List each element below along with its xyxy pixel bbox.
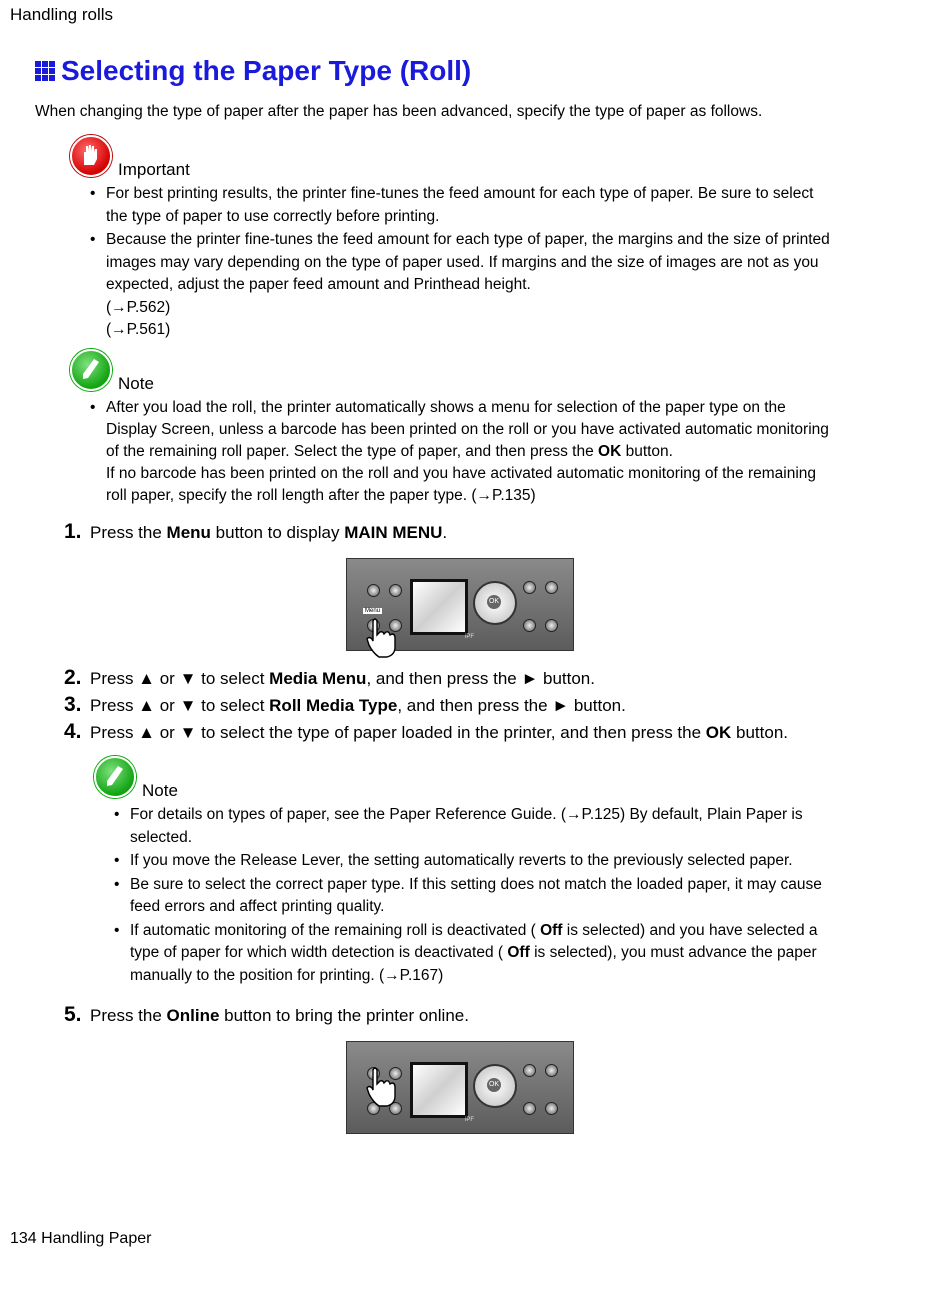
panel-button: [523, 619, 536, 632]
menu-label: Menu: [365, 608, 381, 614]
list-item-text: Because the printer fine-tunes the feed amount for each type of paper, the margins and the size of printed images may vary depending on the type of paper used. If margins and the size of images are not as you expected, adjust the paper feed amount and Printhead height.: [106, 231, 830, 293]
panel-button: [523, 1064, 536, 1077]
step-2: [64, 666, 595, 690]
panel-button: [523, 1102, 536, 1115]
pointing-hand-icon: [365, 617, 401, 659]
pointing-hand-icon: [365, 1066, 401, 1108]
arrow-dial: [473, 581, 517, 625]
step-number: 3.: [64, 693, 82, 716]
panel-button: [367, 584, 380, 597]
running-header: Handling rolls: [10, 5, 113, 24]
step-text: Press ▲ or ▼ to select the type of paper loaded in the printer, and then press the OK button.: [90, 723, 789, 742]
ok-button: OK: [487, 595, 501, 609]
power-button: [545, 1064, 558, 1077]
note-text: If no barcode has been printed on the roll and you have activated automatic monitoring of the remaining roll paper, specify the roll length after the paper type. (→P.135): [106, 465, 817, 504]
important-heading: [70, 135, 835, 177]
page-title-text: Selecting the Paper Type (Roll): [61, 55, 472, 86]
control-panel-image: [346, 558, 574, 651]
panel-button: [523, 581, 536, 594]
list-item: • If automatic monitoring of the remaining roll is deactivated ( Off is selected) and you have selected a type of paper for which width detection is deactivated ( Off is selected), you must advance the paper manually to the position for printing. (→P.167): [114, 920, 834, 988]
step-text: Press ▲ or ▼ to select Media Menu, and then press the ► button.: [90, 669, 595, 688]
page-footer: 134 Handling Paper: [10, 1230, 152, 1247]
step-text: Press the Online button to bring the printer online.: [90, 1006, 469, 1025]
list-item: • For best printing results, the printer fine-tunes the feed amount for each type of paper. Be sure to select the type of paper to use correctly before printing.: [90, 183, 835, 228]
note-label: Note: [118, 374, 154, 393]
display-screen: [410, 1062, 468, 1118]
ok-button-ref: OK: [598, 443, 622, 460]
intro-text: When changing the type of paper after the paper has been advanced, specify the type of paper as follows.: [35, 103, 763, 120]
stop-button: [545, 1102, 558, 1115]
pencil-note-icon: [94, 756, 136, 798]
pencil-note-icon: [70, 349, 112, 391]
display-screen: [410, 579, 468, 635]
list-item: [90, 229, 835, 342]
page-ref-link[interactable]: (→P.562): [106, 298, 171, 316]
step-number: 2.: [64, 666, 82, 689]
note-callout-2: [94, 756, 834, 988]
panel-button: [389, 584, 402, 597]
step-1: [64, 520, 447, 544]
list-item: • For details on types of paper, see the Paper Reference Guide. (→P.125) By default, Plain Paper is selected.: [114, 804, 834, 849]
ok-button: OK: [487, 1078, 501, 1092]
power-button: [545, 581, 558, 594]
control-panel-image: [346, 1041, 574, 1134]
step-number: 1.: [64, 520, 82, 543]
stop-button: [545, 619, 558, 632]
note-heading: [70, 349, 835, 391]
step-text: Press the Menu button to display MAIN MENU.: [90, 523, 448, 542]
hand-stop-icon: [70, 135, 112, 177]
arrow-dial: [473, 1064, 517, 1108]
step-number: 5.: [64, 1003, 82, 1026]
note-heading: [94, 756, 834, 798]
important-callout: [70, 135, 835, 343]
brand-label: iPF: [465, 634, 474, 640]
list-item: [90, 397, 835, 507]
step-5: [64, 1003, 469, 1027]
important-label: Important: [118, 160, 190, 179]
step-3: [64, 693, 626, 717]
section-grid-icon: [35, 61, 55, 81]
step-text: Press ▲ or ▼ to select Roll Media Type, and then press the ► button.: [90, 696, 626, 715]
list-item: • If you move the Release Lever, the setting automatically reverts to the previously selected paper.: [114, 850, 834, 873]
note-text: After you load the roll, the printer automatically shows a menu for selection of the paper type on the Display Screen, unless a barcode has been printed on the roll or you have activated automatic monitoring of the remaining roll paper. Select the type of paper, and then press the: [106, 399, 829, 460]
brand-label: iPF: [465, 1117, 474, 1123]
page-ref-link[interactable]: (→P.561): [106, 321, 171, 338]
step-4: [64, 720, 788, 744]
note-label: Note: [142, 781, 178, 800]
list-item: • Be sure to select the correct paper type. If this setting does not match the loaded paper, it may cause feed errors and affect printing quality.: [114, 874, 834, 919]
step-number: 4.: [64, 720, 82, 743]
note-text: button.: [621, 443, 673, 460]
page-title: [35, 55, 471, 87]
note-callout: [70, 349, 835, 508]
